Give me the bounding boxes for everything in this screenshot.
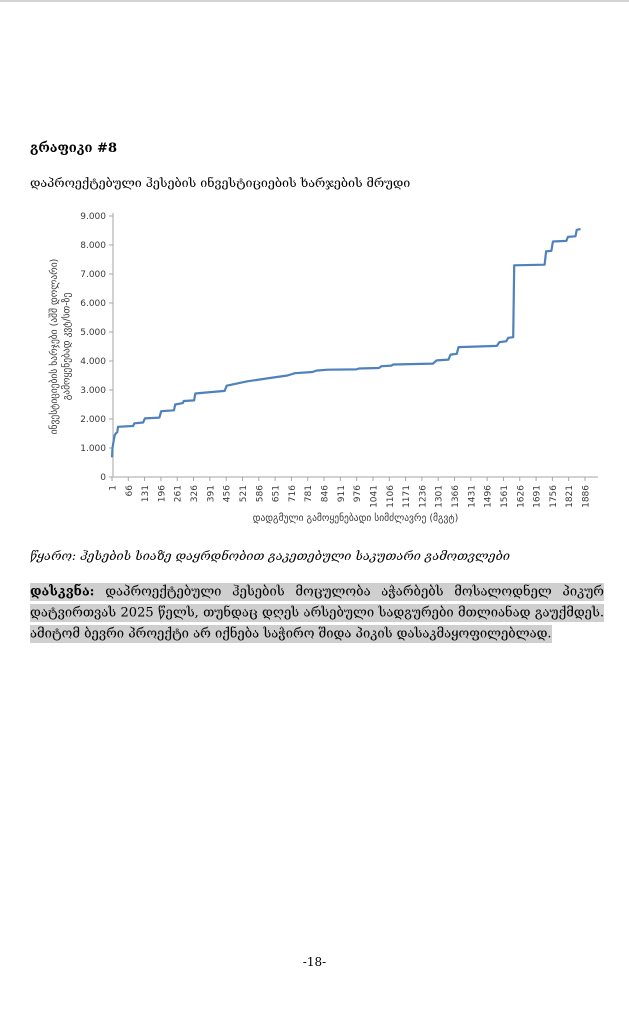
x-tick-label: 1886 xyxy=(581,485,592,508)
x-tick-label: 261 xyxy=(173,485,184,503)
x-tick-label: 781 xyxy=(304,485,315,503)
x-tick-label: 1041 xyxy=(369,485,380,508)
y-tick-label: 1.000 xyxy=(80,444,106,454)
x-tick-label: 1301 xyxy=(434,485,445,508)
conclusion-text: დაპროექტებული ჰესების მოცულობა აჭარბებს მოსალოდნელ პიკურ დატვირთვას 2025 წელს, თუნდაც დღეს არსებული სადგურები მთლიანად გაუქმდეს. ამიტომ ბევრი პროექტი არ იქნება საჭირო შიდა პიკის დასაკმაყოფილებლად. xyxy=(30,584,604,641)
conclusion-paragraph xyxy=(30,581,604,644)
page-number: -18- xyxy=(302,955,327,969)
y-tick-label: 5.000 xyxy=(80,328,106,338)
x-tick-label: 1821 xyxy=(565,485,576,508)
page-top-edge xyxy=(0,0,629,2)
x-tick-label: 1496 xyxy=(483,485,494,508)
y-axis-title-line2: გამოყენებად კვტ/სთ-ზე xyxy=(61,292,73,401)
x-tick-label: 651 xyxy=(271,485,282,503)
x-tick-label: 586 xyxy=(255,485,266,503)
x-tick-label: 326 xyxy=(190,485,201,503)
x-tick-label: 1366 xyxy=(451,485,462,508)
y-tick-label: 2.000 xyxy=(80,415,106,425)
x-tick-label: 716 xyxy=(287,485,298,503)
figure-subtitle: დაპროექტებული ჰესების ინვესტიციების ხარჯების მრუდი xyxy=(30,175,411,190)
y-tick-label: 4.000 xyxy=(80,357,106,367)
x-tick-label: 846 xyxy=(320,485,331,503)
investment-cost-chart xyxy=(48,205,610,535)
x-tick-label: 911 xyxy=(336,485,347,503)
x-tick-label: 1561 xyxy=(499,485,510,508)
x-tick-label: 131 xyxy=(141,485,152,503)
x-tick-label: 1691 xyxy=(532,485,543,508)
x-tick-label: 976 xyxy=(353,485,364,503)
chart-svg xyxy=(48,205,610,535)
y-tick-label: 8.000 xyxy=(80,241,106,251)
y-tick-label: 6.000 xyxy=(80,299,106,309)
x-tick-label: 1171 xyxy=(402,485,413,508)
x-tick-label: 1756 xyxy=(548,484,559,508)
y-tick-label: 7.000 xyxy=(80,270,106,280)
x-tick-label: 521 xyxy=(238,485,249,503)
x-axis-title: დადგმული გამოყენებადი სიმძლავრე (მგვტ) xyxy=(252,513,459,524)
x-tick-label: 1626 xyxy=(516,485,527,508)
source-note: წყარო: ჰესების სიაზე დაყრდნობით გაკეთებული საკუთარი გამოთვლები xyxy=(30,548,511,563)
y-tick-label: 0 xyxy=(100,473,106,483)
x-tick-label: 1236 xyxy=(418,485,429,508)
figure-heading: გრაფიკი #8 xyxy=(30,141,117,156)
x-tick-label: 456 xyxy=(222,485,233,503)
x-tick-label: 1431 xyxy=(467,485,478,508)
y-tick-label: 3.000 xyxy=(80,386,106,396)
x-tick-label: 391 xyxy=(206,485,217,503)
conclusion-lead: დასკვნა: xyxy=(30,584,95,599)
y-tick-label: 9.000 xyxy=(80,212,106,222)
y-axis-title-line1: ინვესტიციების ხარჯები (აშშ დოლარი) xyxy=(49,258,60,435)
x-tick-label: 1106 xyxy=(385,485,396,508)
conclusion-highlight xyxy=(30,583,604,643)
cost-curve-line xyxy=(112,229,581,457)
x-tick-label: 66 xyxy=(124,485,135,497)
x-tick-label: 196 xyxy=(157,485,168,503)
x-tick-label: 1 xyxy=(108,485,119,491)
